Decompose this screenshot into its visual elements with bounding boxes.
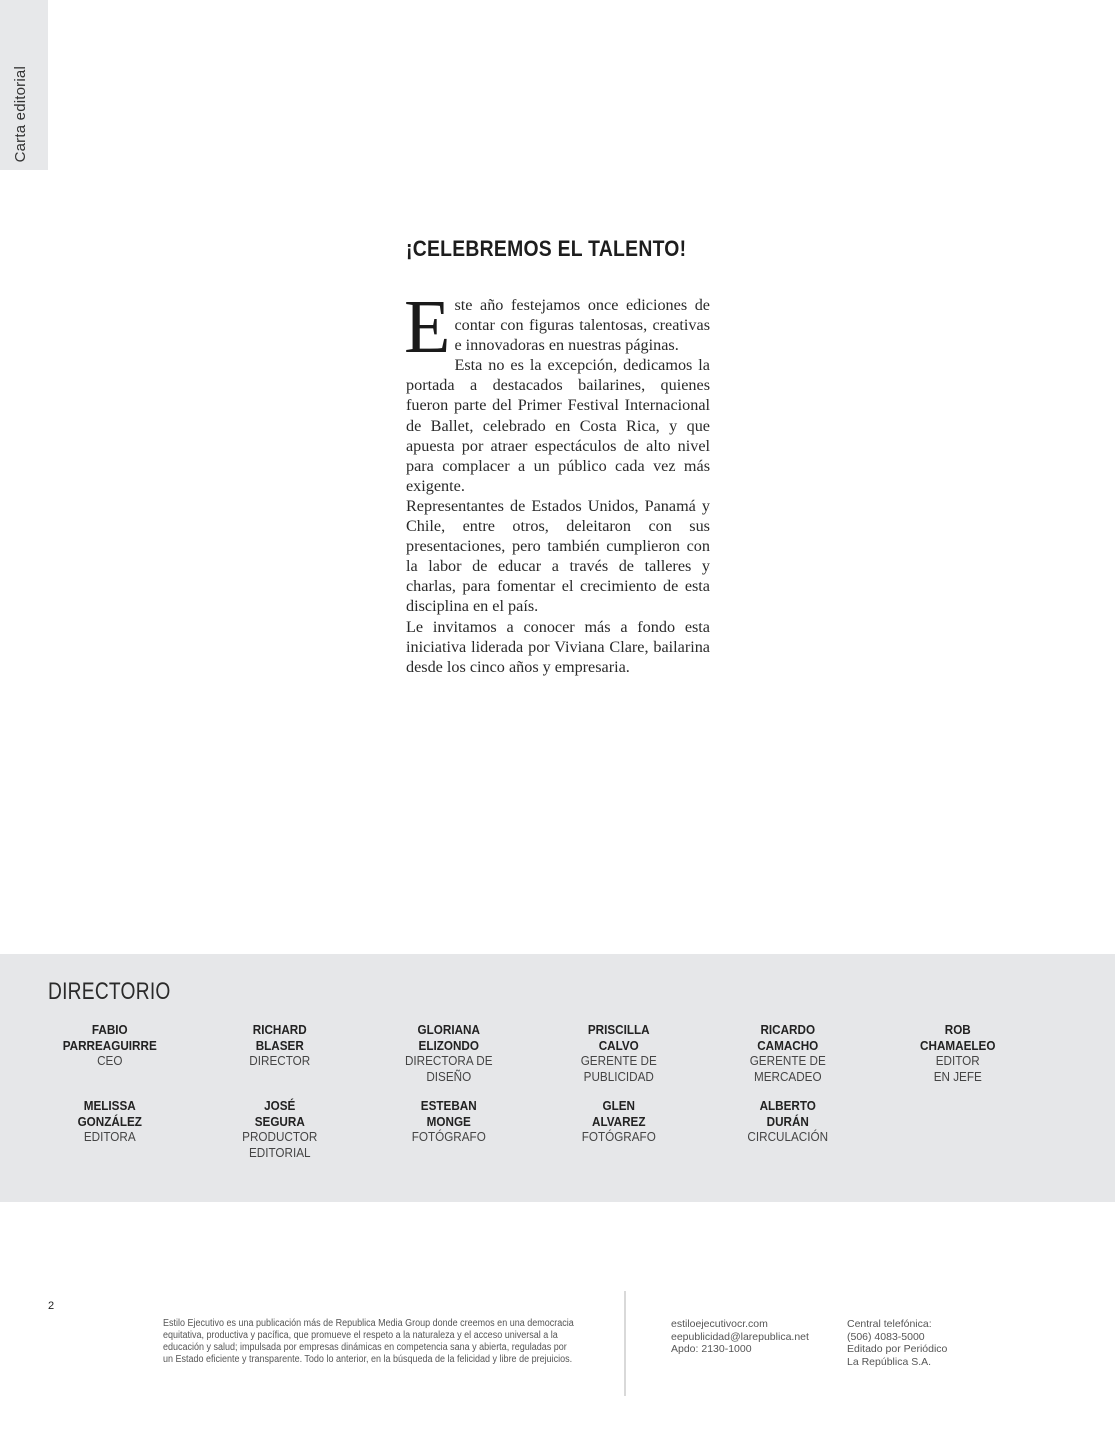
staff-member	[25, 1022, 195, 1084]
staff-role: FOTÓGRAFO	[411, 1129, 486, 1144]
editorial-letter	[406, 236, 710, 677]
staff-role: CEO	[97, 1053, 123, 1068]
staff-name: ESTEBAN MONGE	[420, 1098, 477, 1129]
staff-member	[873, 1022, 1043, 1084]
staff-member	[364, 1022, 534, 1084]
staff-member	[534, 1022, 704, 1084]
staff-role: PRODUCTOR EDITORIAL	[241, 1129, 317, 1160]
postal-box: Apdo: 2130-1000	[671, 1343, 752, 1355]
phone-number: (506) 4083-5000	[847, 1330, 925, 1343]
drop-cap: E	[404, 285, 451, 369]
staff-name: RICHARD BLASER	[252, 1022, 307, 1053]
footer-contact	[671, 1318, 809, 1356]
staff-name: JOSÉ SEGURA	[254, 1098, 305, 1129]
staff-member	[534, 1098, 704, 1160]
publisher-statement: Estilo Ejecutivo es una publicación más de Republica Media Group donde creemos en una democracia equitativa, productiva y pacífica, que promueve el respeto a la naturaleza y el acceso universal a la educación y salud; impulsada por empresas dinámicas en competencia sana y abierta, reguladas por un Estado eficiente y transparente. Todo lo anterior, en la búsqueda de la felicidad y libre de prejuicios.	[163, 1318, 574, 1365]
staff-role: GERENTE DE PUBLICIDAD	[580, 1053, 657, 1084]
staff-name: GLORIANA ELIZONDO	[417, 1022, 480, 1053]
staff-name: FABIO PARREAGUIRRE	[62, 1022, 157, 1053]
section-tab	[0, 0, 48, 170]
staff-name: PRISCILLA CALVO	[587, 1022, 650, 1053]
staff-name: MELISSA GONZÁLEZ	[77, 1098, 142, 1129]
staff-name: ALBERTO DURÁN	[759, 1098, 816, 1129]
directory-title: DIRECTORIO	[48, 978, 171, 1005]
staff-role: FOTÓGRAFO	[581, 1129, 656, 1144]
staff-role: CIRCULACIÓN	[747, 1129, 829, 1144]
edited-by-company: La República S.A.	[847, 1355, 932, 1368]
editorial-paragraph-3: Representantes de Estados Unidos, Panamá y Chile, entre otros, deleitaron con sus presentaciones, pero también cumplieron con la labor de educar a través de talleres y charlas, para fomentar el crecimiento de esta disciplina en el país.	[406, 496, 710, 616]
staff-role: GERENTE DE MERCADEO	[749, 1053, 826, 1084]
staff-member	[703, 1098, 873, 1160]
footer-divider	[624, 1291, 626, 1396]
staff-name: ROB CHAMAELEO	[919, 1022, 995, 1053]
editorial-paragraph-1-text: ste año festejamos once ediciones de contar con figuras talentosas, creativas e innovadoras en nuestras páginas.	[454, 296, 710, 355]
editorial-body	[404, 285, 710, 677]
staff-name: GLEN ALVAREZ	[591, 1098, 646, 1129]
staff-member	[703, 1022, 873, 1084]
editorial-paragraph-2: Esta no es la excepción, dedicamos la portada a destacados bailarines, quienes fueron parte del Primer Festival Internacional de Ballet, celebrado en Costa Rica, y que apuesta por atraer espectáculos de alto nivel para complacer a un público cada vez más exigente.	[406, 356, 710, 495]
staff-role: DIRECTOR	[248, 1053, 310, 1068]
staff-grid	[25, 1022, 1042, 1160]
website-link[interactable]: estiloejecutivocr.com	[671, 1318, 768, 1330]
edited-by: Editado por Periódico	[847, 1343, 948, 1355]
staff-member	[364, 1098, 534, 1160]
directory-section	[0, 954, 1115, 1202]
phone-label: Central telefónica:	[847, 1318, 932, 1330]
editorial-paragraph-1	[404, 285, 710, 369]
staff-role: EDITORA	[83, 1129, 136, 1144]
footer-phone-info	[847, 1318, 947, 1368]
staff-role: EDITOR EN JEFE	[933, 1053, 982, 1084]
page-number: 2	[48, 1300, 55, 1312]
staff-role: DIRECTORA DE DISEÑO	[404, 1053, 493, 1084]
staff-name: RICARDO CAMACHO	[757, 1022, 819, 1053]
staff-member	[195, 1098, 365, 1160]
staff-member	[195, 1022, 365, 1084]
email-link[interactable]: eepublicidad@larepublica.net	[671, 1330, 809, 1343]
staff-member	[25, 1098, 195, 1160]
editorial-paragraph-4: Le invitamos a conocer más a fondo esta iniciativa liderada por Viviana Clare, bailarina desde los cinco años y empresaria.	[406, 617, 710, 676]
editorial-title: ¡CELEBREMOS EL TALENTO!	[406, 236, 687, 261]
section-tab-label: Carta editorial	[12, 65, 29, 162]
